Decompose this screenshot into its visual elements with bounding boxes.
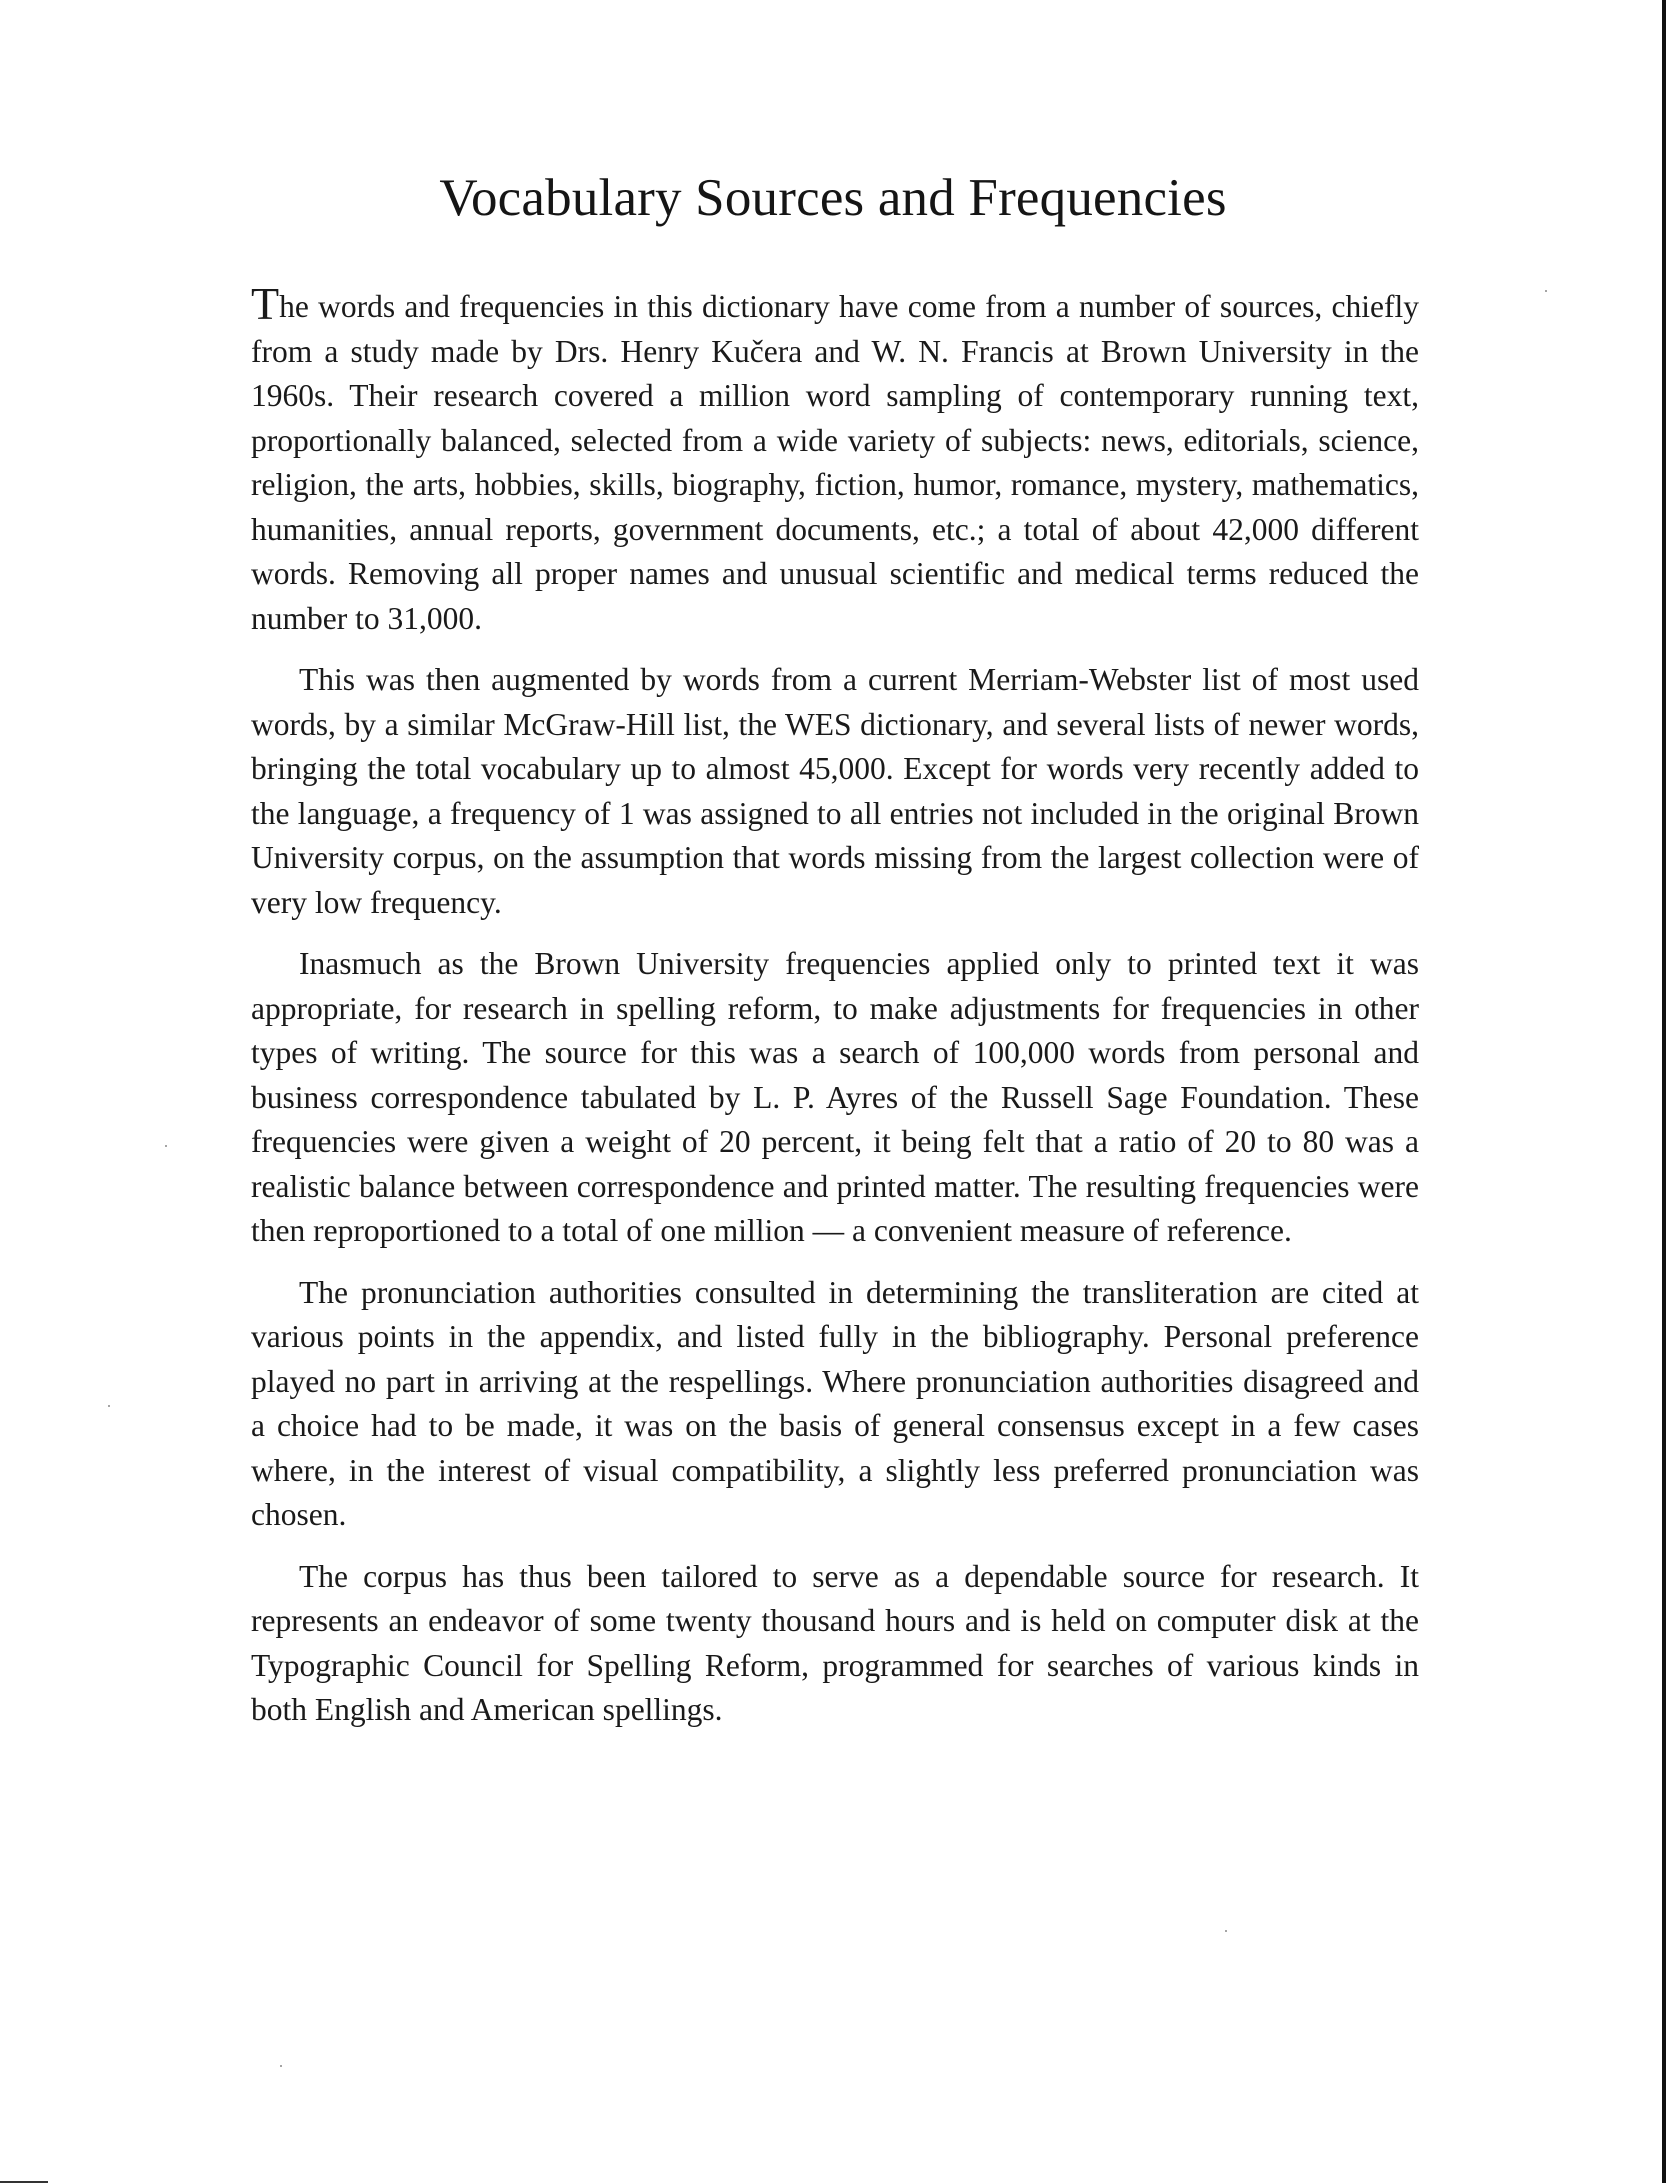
body-text: [251, 278, 1419, 1750]
paragraph-2: This was then augmented by words from a current Merriam-Webster list of most used words, by a similar McGraw-Hill list, the WES dictionary, and several lists of newer words, bringing the total vocabulary up to almost 45,000. Except for words very recently added to the language, a frequency of 1 was assigned to all entries not included in the original Brown University corpus, on the assumption that words missing from the largest collection were of very low frequency.: [251, 662, 1419, 920]
drop-initial: T: [251, 278, 280, 329]
scan-speck: [1545, 290, 1547, 292]
paragraph-1: [251, 278, 1419, 641]
scan-speck: [280, 2065, 282, 2067]
paragraph-1-text: he words and frequencies in this dictionary have come from a number of sources, chiefly from a study made by Drs. Henry Kučera and W. N. Francis at Brown University in the 1960s. Their research covered a million word sampling of contemporary running text, proportionally balanced, selected from a wide variety of subjects: news, editorials, science, religion, the arts, hobbies, skills, biography, fiction, humor, romance, mystery, mathematics, humanities, annual reports, government documents, etc.; a total of about 42,000 different words. Removing all proper names and unusual scientific and medical terms reduced the number to 31,000.: [251, 289, 1419, 636]
scan-speck: [1225, 1930, 1227, 1932]
paragraph-4: The pronunciation authorities consulted in determining the transliteration are cited at various points in the appendix, and listed fully in the bibliography. Personal preference played no part in arriving at the respellings. Where pronunciation authorities disagreed and a choice had to be made, it was on the basis of general consensus except in a few cases where, in the interest of visual compatibility, a slightly less preferred pronunciation was chosen.: [251, 1274, 1419, 1532]
scan-edge-right: [1662, 0, 1666, 2183]
page-title: Vocabulary Sources and Frequencies: [439, 169, 1227, 227]
scan-speck: [165, 1145, 167, 1147]
paragraph-3: Inasmuch as the Brown University frequencies applied only to printed text it was appropriate, for research in spelling reform, to make adjustments for frequencies in other types of writing. The source for this was a search of 100,000 words from personal and business correspondence tabulated by L. P. Ayres of the Russell Sage Foundation. These frequencies were given a weight of 20 percent, it being felt that a ratio of 20 to 80 was a realistic balance between correspondence and printed matter. The resulting frequencies were then reproportioned to a total of one million — a convenient measure of reference.: [251, 946, 1419, 1248]
paragraph-5: The corpus has thus been tailored to serve as a dependable source for research. It represents an endeavor of some twenty thousand hours and is held on computer disk at the Typographic Council for Spelling Reform, programmed for searches of various kinds in both English and American spellings.: [251, 1558, 1419, 1727]
scan-speck: [108, 1405, 110, 1407]
